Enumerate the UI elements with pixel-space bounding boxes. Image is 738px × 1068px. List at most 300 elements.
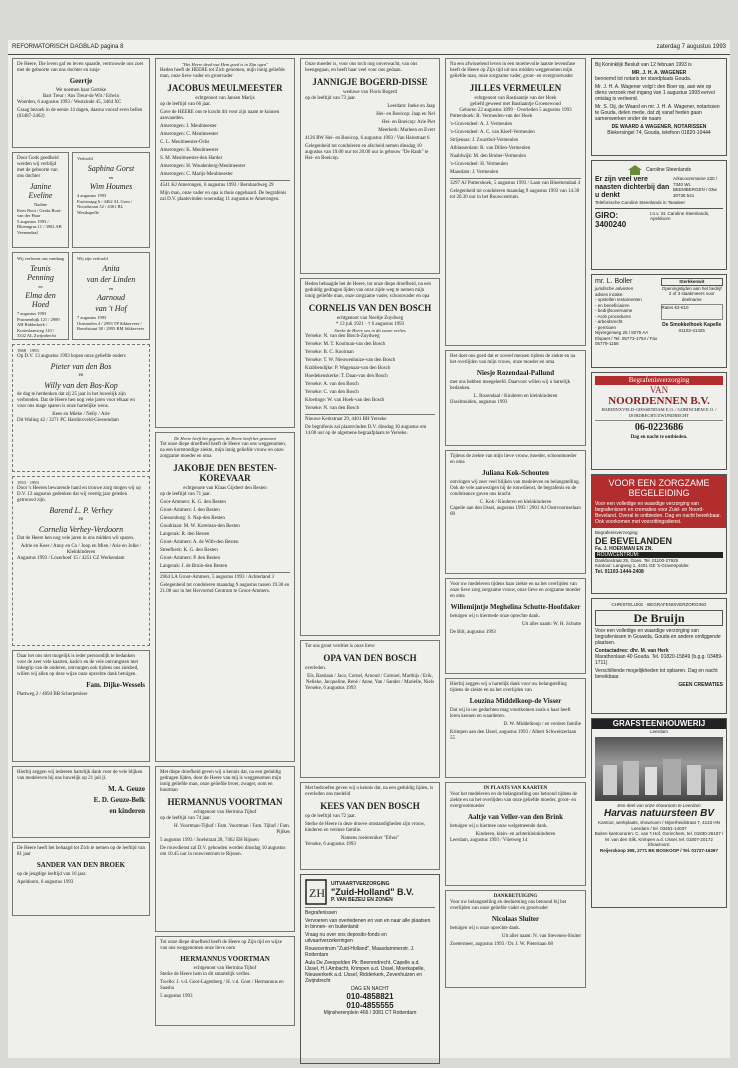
deceased-name: HERMANNUS VOORTMAN [167,797,283,807]
name-1: Teunis Penning [27,263,54,282]
centrum-label: ROUWCENTRUM: [595,552,723,558]
deceased-name: JAKOBJE DEN BESTEN-KOREVAAR [173,462,277,483]
obituary-voortman-2 [155,936,295,1026]
en-text: en [78,372,84,378]
anniversary-vandenbos [12,344,150,472]
family-line: Kloetinge: W. van Hoek-van den Bosch [305,397,385,403]
obituary-vermeulen [445,58,586,346]
family-line: Yerseke: C. van den Bosch [305,389,359,395]
ad-harvas [591,718,727,908]
signature: Uit aller naam: W. H. Schutte [521,622,581,627]
obituary-meulmeester [155,58,295,428]
firm-name: DE WAARD & WAGENER, NOTARISSEN [611,124,707,130]
ad-sub: Leerdam [650,729,668,734]
header-left: REFORMATORISCH DAGBLAD pagina 8 [12,44,124,50]
deceased-name: SANDER VAN DEN BROEK [36,861,126,869]
no-cremation: GEEN CREMATIES [678,681,723,688]
years: 1953 · 1993 [17,480,39,485]
ad-label: Begrafenisverzorging [595,376,723,385]
label: Verloofd [77,156,93,161]
firm-name: NOORDENNEN B.V. [608,395,710,407]
signature-2: E. D. Geuze-Belk [93,796,145,804]
showroom-label: Showroom: [647,842,671,847]
intro-text: Door 's Heeren bewarende hand en trouwe zorg mogen wij op D.V. 13 augustus gedenken dat wij veertig jaar geleden getrouwd zijn. [17,485,141,503]
family-line: Groot-Ammers: J. den Besten [160,507,220,513]
bullet: Vervoeren van overledenen en van en naar alle plaatsen in binnen- en buitenland [305,918,431,930]
deceased-name: JANNIGJE BOGERD-DISSE [312,77,428,87]
spouse: echtgenoot van Jansen Marijs [195,95,255,101]
ad-brand-row [595,164,723,176]
deceased-name: Nicolaas Sluiter [491,915,540,923]
spouse: echtgenoot van Bastiaantje van der Hoek [474,96,557,101]
family-line: Amerongen: C. Meulmeester [160,131,219,137]
place: 3297 AJ Puttershoek, 5 augustus 1993 / Laan van Bloemendaal 4 [450,181,581,186]
label: IN PLAATS VAN KAARTEN [483,786,548,791]
thanks-kok [445,450,586,574]
body-text: met ons hebben meegeleefd. Daarvoor willen wij u hartelijk bedanken. [450,380,571,391]
note: Gelegenheid tot condoleren maandag 9 augustus tussen 19.30 en 21.00 uur in het Hervormd Centrum te Groot-Ammers. [160,582,290,594]
place: Leerdam, augustus 1993 / Vlietweg 14 [450,838,528,843]
house-icon [627,164,643,176]
name-2: Elma den Hoed [25,291,56,309]
ad-label: Begrafenisverzorging [595,530,638,535]
announcement-linden [72,252,150,340]
intro-text: Wij verloven ons vandaag [17,256,64,261]
signature: L. Rozendaal / Kinderen en kleinkinderen [473,394,558,399]
deceased-name: JILLES VERMEULEN [469,83,562,93]
place: Augustus 1993 / Lozerhoef 15 / 4251 CZ Werkendam [17,555,125,561]
family-line: Amerongen: H. Woudenberg-Meulmeester [160,163,246,169]
firm-name: De Bruijn [595,610,723,626]
family-line: Alblasserdam: B. van Dillen-Vermeulen [450,146,531,151]
photo-caption: Een deel van onze showroom te Leerdam [617,802,701,808]
place: 2964 LA Groot-Ammers, 5 augustus 1993 / Achterland 3 [160,574,275,580]
thanks-veller [445,782,586,886]
after-hours: Buiten kantooruren: C. van 't Hof, Gorinchem, tel. 01830-26107 / M. van den Silk, Krimpen a.d. IJssel, tel. 01807-20172 [594,831,724,842]
address: Pruimenhijk 121 / 2989 AH Ridderkerk / Korteslaanweg 110 / 3332 AL Zwijndrecht [17,316,60,338]
intro-text: Met diepe droefheid geven wij u kennis dat, na een geduldig gedragen lijden, door de Heere van mij is weggenomen mijn innig geliefde man, onze geliefde broer, zwager, oom en buurman [160,770,282,793]
column-1 [12,58,150,920]
boller-right [661,278,724,364]
service: - opstellen testamenten [595,297,642,302]
ad-label: UITVAARTVERZORGING [331,881,390,887]
body-text: Sterke de Heere hem in dit smartelijk verlies. [160,972,251,977]
body-text: op de jeugdige leeftijd van 16 jaar. [17,872,87,877]
ad-bruijn [591,598,727,714]
announcement-penning [12,252,69,340]
spouse: weduwe van Floris Bogerd [342,90,398,95]
thanks-rozendaal [445,350,586,446]
family-line: Yerseke: B. C. Kooiman [305,349,354,355]
age: op de leeftijd van 72 jaar. [305,814,356,819]
address: Dankbostraat 25, Goes. Tel. 01100-27925 [595,557,679,563]
signature-1: M. A. Geuze [108,785,145,793]
name-2: Willy van den Bos-Kop [44,380,118,390]
years: 1968 · 1993 [17,348,39,353]
ad-caroline [591,160,727,270]
body-text: Sterke de Heere in deze droeve omstandigheden zijn vrouw, kinderen en verdere familie. [305,822,426,833]
ad-notaris [591,58,727,156]
thanks-middelkoop [445,678,586,778]
ad-header [305,879,435,905]
announcement-row-2 [12,252,150,344]
family-line: Naaldwijk: M. den Bruber-Vermeulen [450,154,526,159]
spouse: echtgenoot van Hermina Tijhof [193,810,257,815]
en-text: en [108,174,114,180]
family-line: 's-Gravendeel: A. J. Vermeulen [450,122,513,127]
parents: Kees Boot / Gerda Boot-van der Haar [17,207,62,218]
note: Gelegenheid tot condoleren en afscheid nemen dinsdag 10 augustus van 19.00 uur tot 20.00 uur in gebouw "De Rank" te Hei- en Boeicop. [305,144,429,161]
family-line: Amerongen: C. Marijs-Meulmeester [160,171,233,177]
line: Mr. S. Oij, de Waard en mr. J. H. A. Wagener, notarissen te Gouda, delen mede, dat zij vanaf heden gaan samenwerken onder de naam [595,104,720,122]
age: op de leeftijd van 73 jaar. [305,96,356,101]
ad-sub: P. VAN BEZEIJ EN ZONEN [331,897,393,903]
divider [305,414,435,415]
phone-2: 010-4855555 [346,1001,394,1010]
place: 4541 KJ Amerongen, 6 augustus 1993 / Bernhardweg 29 [160,182,274,188]
child-name: Geertje [69,77,93,85]
giro-row [595,208,723,229]
obituary-besten [155,432,295,762]
family-line: Groot-Ammers: A. de With-den Besten [160,539,239,545]
tag: Openingstijden aan het bedrijf [661,285,722,291]
place: Nieuwe Kerkstraat 29, 4401 BH Yerseke [305,416,387,422]
intro-text: Door Gods goedheid werden wij verblijd met de geboorte van ons dochter [17,156,59,179]
place: 5 augustus 1993 / Snelstraat 28, 7462 EH Rijssen [160,838,259,843]
family-line: Puttershoek: B. Vermeulen-van der Hoek [450,114,533,119]
column-5 [591,58,727,912]
giro-label: GIRO: 3400240 [595,210,627,229]
date: 7 augustus 1993 [77,315,107,320]
service: - pensioen [595,324,617,330]
place: Plattweg 2 / 4694 BB Scherpenisse [17,692,88,697]
age: op de leeftijd van 74 jaar. [160,816,211,821]
ad-title: VOOR EEN ZORGZAME BEGELEIDING [592,475,726,501]
announcement-geertje [12,58,150,148]
intro-text: Met bedroefen geven wij u kennis dat, na een geduldig lijden, is overleden ons medelid [305,786,434,797]
family-line: C. L. Meulmeester-Ochs [160,139,210,145]
boller-left [595,278,658,364]
ad-title: Er zijn veel vere naasten dichterbij dan u denkt [595,176,670,199]
svg-text:ZH: ZH [309,886,325,900]
spouse: echtgenoot van Neeltje Zuydweg [336,316,404,321]
van-text: VAN [649,385,669,395]
en-text: en [108,285,114,291]
header-right: zaterdag 7 augustus 1993 [656,44,726,50]
firm-name: Harvas natuursteen BV [603,808,715,819]
intro-text: Tot onze diepe droefheid heeft de Heere van ons weggenomen, na een kortstondige ziekte, mijn innig geliefde vrouw en onze zorgzame moeder en oma [160,441,286,459]
intro-text: Tot ons groot verdriet is onze lieve [305,644,375,649]
service: - en beneficiairen [595,302,630,308]
divider [160,180,290,181]
deceased-name: Willemijntje Meghelina Schutte-Hoofdaker [450,603,581,611]
service: - arbeidsrecht [595,319,623,324]
bullet: Begrafenissen [305,910,337,916]
note: Verschillende mogelijkheden tot opbaren. Dag en nacht bereikbaar. [595,667,718,680]
signature: Fam. Dijke-Wessels [86,681,145,689]
ad-body: Voor een volledige en waardige verzorging van begrafenissen in Gouwda, Gouda en andere omliggende plaatsen. [595,627,721,646]
deceased-name: Niesje Rozendaal-Pallund [476,369,555,377]
family-line: Groot-Ammers: P. den Besten [160,555,220,561]
tag: Sterkkenwit [661,278,724,286]
obituary-bogerd [300,58,440,274]
family-line: Streefkerk: K. G. den Besten [160,547,218,553]
family-line: Yerseke: N. van den Bosch-Zuydweg [305,333,380,339]
name-2: Wim Houmes [89,182,133,191]
phone: 06-0223686 [595,420,723,435]
body-text: betuigen wij u hiermee onze welgemeende dank. [450,824,548,829]
ad-label: GRAFSTEENHOUWERIJ [592,719,726,729]
column-4 [445,58,586,992]
spouse: echtgenote van Klaas Gijsbert den Besten [183,485,267,491]
divider [305,907,435,908]
intro-text: Heden heeft de HEERE tot Zich genomen, mijn innig geliefde man, onze lieve vader en grootvader [160,67,285,79]
brand-2: De Smokkelhoek Kapelle [662,322,722,328]
obituary-voortman [155,766,295,932]
family-line: Goudriaan: M. W. Koreman-den Besten [160,523,240,529]
family-line: Langerak: J. de Bruin-den Besten [160,563,228,569]
line: benoemd tot notaris ter standplaats Gouda. [595,76,692,82]
body-text: Hierbij zeggen wij iedereen hartelijk dank voor de vele blijken van medeleven bij ons huwelijk op 21 juli jl. [17,770,143,781]
intro-text: Na een afwisselend leven in een moeitevolle laatste levensfase heeft de Heere op Zijn tijd uit ons midden weggenomen mijn geliefde man, onze zorgzame vader, groot- en overgrootvader [450,62,576,79]
deceased-name: CORNELIS VAN DEN BOSCH [308,303,432,313]
en-text: en [38,283,43,289]
intro-text: Voor uw medeleven tijdens haar ziekte en na het overlijden van onze lieve zorg zorgzame vrouw, onze lieve en zorgzame moeder en oma [450,582,581,599]
family-line: Yerseke: N. van den Bosch [305,405,360,411]
place: IJsselmuiden, augustus 1993 [450,400,508,405]
name-4: van 't Hof [95,304,127,313]
family-line: 's-Gravendeel: A. C. van Kleef-Vermeulen [450,130,535,135]
office: Kantoor, werkplaats, showroom / Nijverheidstraat 7, 4143 HN Leerdam / tel. 03451-14037 [598,820,720,831]
place: Woerden, 6 augustus 1993 / Westzinde 45, 3464 XC [17,100,122,105]
signature: Namens roeiereniker "Ethos" [340,836,400,841]
body-text: de dag te herdenken dat zij 25 jaar in het huwelijk zijn verbonden. Dat de Heere hen nog vele jaren voor elkaar en voor ons mage sparen is onze hartelijke wens. [17,391,135,409]
deceased-name: Aaltje van Veller-van den Brink [467,813,564,821]
address: Fruitstrapg 6 / 4462 AL Goes / Noordstraat 52 / 4361 BL Westkapelle [77,198,133,215]
sub-text: We noemen haar Gertske [55,88,107,93]
bullet: Aula De Zeespelden Pk: Beerendrecht, Capelle a.d. IJssel, H.I.Ambacht, Krimpen a.d. IJssel, Moerkapelle, Nieuwerkerk a.d. IJssel, Ridderkerk, Zevenhuizen en Zwijndrecht [305,960,425,984]
phone-2: 01102-41425 [678,328,705,333]
note: Gelegenheid tot condoleren maandag 9 augustus 1993 van 14.30 tot 20.30 uur in het Rouwcentrum. [450,189,580,200]
tag: 2 of 3 staakmeers voor deelname [668,291,715,302]
obituary-kees [300,782,440,870]
family-line: Giessenburg: S. Nap-den Besten [160,515,225,521]
place: De Bilt, augustus 1993 [450,630,496,635]
family-line: Amerongen: K. Meulmeester [160,147,219,153]
firm-name: DE BEVELANDEN [595,535,673,546]
ad-zuid-holland [300,874,440,1064]
place: Yerseke, 6 augustus 1993 [305,686,356,691]
address: HARDINXVELD-GIESSENDAM E.O. / GORINCHEM E.O. / DORDRECHT/ZWIJNDRECHT [601,407,717,418]
spouse: echtgenoot van Hermina Tijhof [193,966,257,971]
signature: C. Kok / Kinderen en kleinkinderen [479,500,552,505]
note: Dag en nacht te ontbieden. [630,435,688,440]
place: Dit Waling 42 / 3271 PC Hardinxveld-Giessendam [17,417,119,423]
contact: Contactadres: dhr. M. van Herk [595,647,669,654]
announcement-eveline [12,152,69,248]
family-line: 's-Gravendeel: H. Vermeulen [450,162,508,167]
family-line: Leerdam: Ineke en Jaap [387,104,435,109]
family-line: Hoedekenskerke: T. Daan-van den Bosch [305,373,388,379]
deceased-name: Louzina Middelkoop-de Visser [469,697,562,705]
address: Mijnsherenplein 466 / 3081 CT Rotterdam [323,1010,417,1016]
divider [450,178,581,179]
service: - bedrijfsovername [595,308,633,313]
phone: Tel. 01103-1444-2408 [595,568,644,575]
intro-text: Hierbij zeggen wij u hartelijk dank voor uw belangstelling tijdens de ziekte en na het overlijden van [450,682,567,693]
parents: Bart Treur / Ans Treur-de Wit / Edwin [42,94,120,99]
deceased-name: OPA VAN DEN BOSCH [323,653,417,663]
spouse-2: geliefd geweest met Bastiaantje Groenewoud [470,102,561,107]
children: Kees en Mieke / Nelly / Arie [52,411,110,417]
quote: De Heere heeft het gegeven, de Heere heeft het genomen [174,436,276,441]
intro-text: Onze moeder is, voor ons toch nog onverwacht, van ons heengegaan, en heeft haar veel voor ons gedaan. [305,62,418,73]
name-1: Barend L. P. Verhey [49,505,113,515]
age: op de leeftijd van 71 jaar. [160,491,211,497]
thanks-dijke [12,650,150,762]
en-text: en [78,516,84,522]
obituary-opa [300,640,440,778]
brand: Caroline Steenlands [645,167,692,173]
price-list: Rates €2-€10 [661,304,724,320]
firm-sub: Fa. J. HOEKMAN EN ZN. [595,545,653,552]
date: 4 augustus 1993 [77,193,107,198]
label: DANKBETUIGING [493,894,538,899]
family-list: Els, Bastiaan / Jaco, Cornel, Arnoud / Cornoel, Marthijs / Erik, Nelleke, Jacqueline, René / Anne, Yan / Sander / Marielle, Niels [305,674,435,685]
giro-note: t.n.v. St. Caroline Steenlands, Apeldoorn [650,210,710,221]
place: Yerseke, 6 augustus 1993 [305,842,356,847]
body-text: Dat de Heere hen nog vele jaren in ons midden wil sparen. [17,535,135,541]
place: 5 augustus 1993 [160,994,193,999]
obituary-broek [12,842,150,916]
ad-body: Voor een volledige en waardige verzorging van begrafenissen en crematies voor Zuid- en Noord-Beveland. Overal te ontbieden. Dag en nacht bereikbaar. Ook voorkomen met voorzittingsdienst. [592,501,726,528]
place: Capelle aan den IJssel, augustus 1993 / 2901 AJ Oostvoornselaan 60 [450,506,581,517]
note: De begrafenis zal plaatsvinden D.V. dinsdag 10 augustus om 14.00 uur op de algemene begraafplaats te Yerseke. [305,424,427,436]
family-line: S. M. Meulmeester-den Harder [160,155,223,161]
obituary-bosch [300,278,440,636]
family-line: Yerseke: A. van den Bosch [305,381,359,387]
note: Graag bezoek in de eerste 14 dagen, daarna vooraf even bellen (03487-2462) [17,108,143,119]
place: 4126 RW Hei- en Boeicop, 6 augustus 1993 / Van Halsstraat 6 [305,136,430,141]
signature: Uit aller naam: N. van Stevenen-Sluiter [501,934,581,939]
name-3: Aarnoud [97,293,125,302]
line: Mr. J. H. A. Wagener volgt t den Boer op, aan wie op diens verzoek met ingang van 1 augustus 1993 eervol ontslag is verleend. [595,84,715,102]
note: De rouwdienst zal D.V. gehouden worden dinsdag 10 augustus om 10.45 uur in rouwcentrum te Rijssen. [160,846,286,857]
ad-address: Arkacoommarse 230 / 7340 WL BEEMBERGEN / 03w 30736 541 [673,176,718,198]
thanks-sluiter [445,890,586,988]
intro-text: Voor het medeleven en de belangstelling ons betoond tijdens de ziekte en na het overlijden van onze geliefde moeder, groot- en overgrootmoeder [450,792,578,809]
lawyer-name: mr. L. Boller [595,278,633,285]
showroom-address: Reijerskoop 395, 2771 BK BOSKOOP / Tel. 01727-16397 [600,847,718,853]
ad-label: CHRISTELIJKE · BEGRAFENISVERZORGING [611,602,707,607]
quote: "Het Heere deed wat Hem goed is in Zijn ogen" [182,62,268,67]
age: op de leeftijd van 66 jaar. [160,101,211,107]
ad-body [595,176,723,200]
anniversary-verhey [12,476,150,646]
deceased-name: KEES VAN DEN BOSCH [320,801,420,811]
ad-bevelanden [591,474,727,594]
body-text: Gave de HEERE ons te kracht dit voor zijn naam te kunnen aanvaarden. [160,109,280,121]
label: Wij zijn verloofd [77,256,108,261]
phone-1: 010-4858821 [346,992,394,1001]
body-text: Dat wij in uw gedachten mag voortkomen zoals u haar heeft leren kennen en waarderen. [450,708,571,719]
name-2: van der Linden [86,274,136,284]
thanks-schutte [445,578,586,674]
family-line: Strijensas: J. Zwartbol-Vermeulen [450,138,519,143]
zh-logo-icon [305,879,327,905]
notary-name: MR. J. H. A. WAGENER [631,70,687,76]
family-line: Langerak: R. den Besten [160,531,210,537]
intro-text: Tot onze diepe droefheid heeft de Heere op Zijn tijd en wijze van ons weggenomen onze lieve oom [160,940,282,951]
name-1: Saphina Gorst [87,163,135,173]
family-line: Amerongen: J. Meulmeester [160,123,217,129]
family-list: H. Voortman-Tijhof / Fam. Voortman / Fam. Tijhof / Fam. Pijlkes [174,824,290,835]
signature: Kinderen, klein- en achterkleinkinderen [475,832,556,837]
family-line: Yerseke: M. T. Kooiman-van den Bosch [305,341,386,347]
line: Bij Koninklijk Besluit van 12 februari 1993 is [595,62,692,68]
intro-text: Het doet ons goed dat er zoveel mensen tijdens de ziekte en na het overlijden van mijn vrouw, onze moeder en oma [450,354,576,365]
family-line: Maasdam: J. Vermeulen [450,170,499,175]
column-2 [155,58,295,1030]
newspaper-page [8,40,730,1058]
ad-note: Telefonische Caroline Steenlands in Tanaleer [595,200,685,205]
family-line: Yerseke: T. W. Nieuwenhuize-van den Bosch [305,357,396,363]
gravestones-icon [595,737,723,801]
intro-text: De Heere, Die leven gaf en leven spaarde, vertrouwde ons zoet met de geboorte van ons dochter en zusje [17,62,144,73]
address-2: Kantoor: Langweg 1, 4401 GE 's-Gravenpolder. [595,563,690,568]
place: Zoetermeer, augustus 1993 / Dr. J. W. Pieteriaan 68 [450,942,553,947]
date: 7 augustus 1993 [17,311,47,316]
place: Krimpen aan den IJssel, augustus 1993 / Albert Schweitzerlaan 55 [450,730,577,741]
deceased-name: HERMANNUS VOORTMAN [180,955,270,963]
address: Marathonlaan 40 Gouda. Tel. 01820-15849 (b.g.g. 03489-1711) [595,653,723,666]
place: 5 augustus 1993 / Bloemgras 11 / 3902 AB Veenendaal [17,218,62,235]
intro-text: De Heere heeft het behaagd tot Zich te nemen op de leeftijd van 81 jaar [17,846,145,857]
page-header [8,40,730,55]
ad-name: "Zuid-Holland" B.V. [331,887,414,897]
body-text: ontvingen wij zeer veel blijken van medeleven en belangstelling. Ook de vele aanwezigen bij de rouwdienst, de begrafenis en de condoleance gaven ons kracht. [450,480,580,497]
signature-3: en kinderen [109,807,145,815]
ad-noordennen [591,372,727,470]
divider [160,572,290,573]
children: Adrie en Kees / Anny en Co / Joop en Mien / Arie en Jolke / Kleinkinderen [20,543,142,555]
intro-text: Voor uw belangstelling en deelneming ons betoond bij het overlijden van onze geliefde vader en grootvader [450,900,567,911]
intro-text: Op D.V. 13 augustus 1993 hopen onze geliefde ouders [17,353,126,359]
quote: Sterke de Heere ons in dit zware verlies [334,328,406,333]
sub-text: Nadine [34,202,47,207]
announcement-row [12,152,150,252]
family-line: Krabbendijke: P. Wagenaar-van den Bosch [305,365,391,371]
showroom-photo [595,737,723,801]
family-line: Meerkerk: Marleen en Evert [378,128,435,133]
note: Mijn man, onze vader en opa is thuis opgebaard. De begrafenis zal D.V. plaatsvinden woensdag 11 augustus te Amerongen. [160,190,287,202]
dates: * 13 juli 1921 · † 6 augustus 1993 [335,322,405,327]
body-text: betuigen wij u hiermede onze oprechte dank. [450,614,540,619]
bullet: Vraag nu over ons deposito-fonds en uitvaartverzekeringen [305,932,387,944]
family-line: Goot-Ammers: K. G. den Besten [160,499,226,505]
name-1: Pieter van den Bos [50,361,112,371]
signature: D. W. Middelkoop / en verdere familie [503,722,581,727]
dates: Geboren 22 augustus 1899 · Overleden 5 augustus 1993 [459,108,572,113]
phone-label: DAG EN NACHT [351,986,389,992]
body-text: betuigen wij u onze oprechte dank. [450,926,520,931]
service: - Arob procedures [595,313,631,319]
address: Nijvergerweg 25 / 8275 AA Elspeet / Tel. 05773-1754 / Fax 05779-1156 [595,330,658,346]
child-name: Janine Eveline [28,182,53,200]
address: Blekersingel 74, Gouda, telefoon 01820-10444 [607,130,711,136]
family-list: Twello: J. v.d. Goot-Lagenberg / H. v.d. Goot / Hermannus en Saasha [160,980,284,991]
family-line: Hei- en Boeicop: Arie Piet [381,120,435,125]
